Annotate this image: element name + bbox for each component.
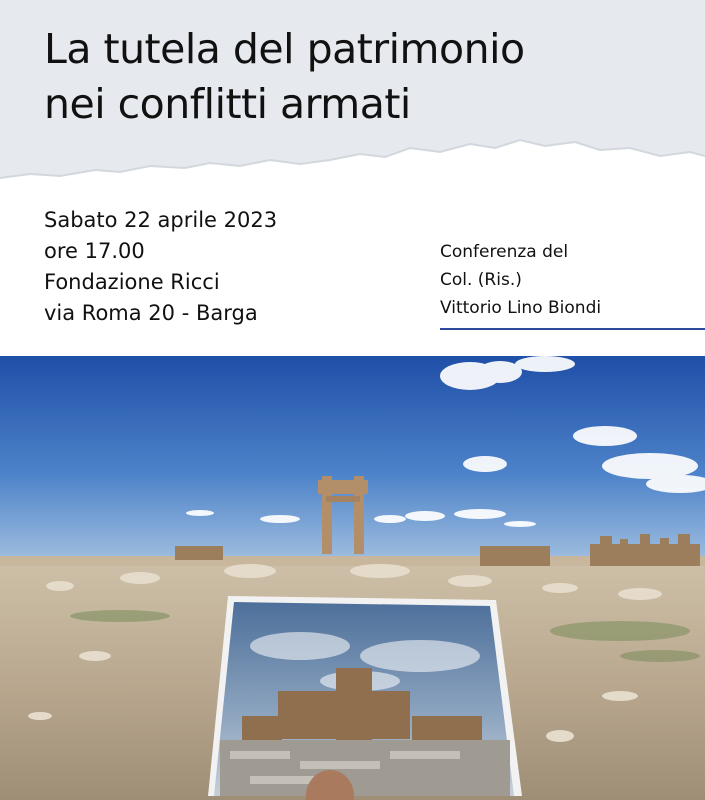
event-date: Sabato 22 aprile 2023 xyxy=(44,208,278,232)
title-line-1: La tutela del patrimonio xyxy=(44,25,525,73)
event-time: ore 17.00 xyxy=(44,239,145,263)
held-photograph xyxy=(208,596,522,800)
speaker-underline xyxy=(440,328,705,330)
palmyra-ruins-photo xyxy=(0,356,705,800)
speaker-line-1: Conferenza del xyxy=(440,242,569,262)
title-line-2: nei conflitti armati xyxy=(44,80,411,128)
page-title xyxy=(44,22,525,132)
event-address: via Roma 20 - Barga xyxy=(44,301,258,325)
speaker-info xyxy=(440,238,601,322)
speaker-line-2: Col. (Ris.) xyxy=(440,270,522,290)
speaker-name: Vittorio Lino Biondi xyxy=(440,298,602,318)
event-venue: Fondazione Ricci xyxy=(44,270,220,294)
event-details xyxy=(44,205,277,329)
